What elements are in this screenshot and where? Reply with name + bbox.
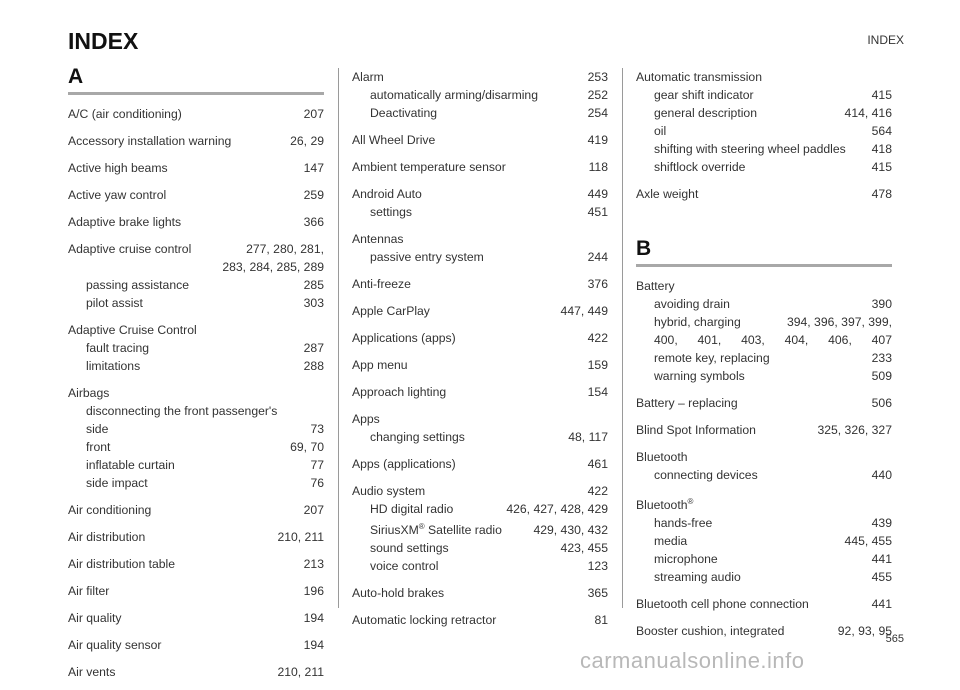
index-term: disconnecting the front passenger's [86, 404, 278, 418]
page-numbers: 390 [871, 297, 892, 311]
index-term: Apple CarPlay [352, 304, 430, 318]
index-entry [636, 448, 892, 484]
page-numbers: 159 [587, 358, 608, 372]
index-term: media [654, 534, 688, 549]
page-numbers: 449 [587, 187, 608, 201]
index-entry-row [352, 611, 608, 629]
index-term: Active yaw control [68, 188, 167, 202]
page-numbers: 77 [310, 458, 324, 472]
index-entry-row [352, 302, 608, 320]
index-entry-row [68, 186, 324, 204]
index-subentry [370, 428, 608, 446]
index-entry [68, 105, 324, 123]
index-entry [352, 356, 608, 374]
index-term: Air vents [68, 665, 116, 679]
index-entry-row [352, 455, 608, 473]
index-subentry [86, 474, 324, 492]
page-numbers: 461 [587, 457, 608, 471]
index-entry-row [68, 159, 324, 177]
index-entry [352, 329, 608, 347]
index-subentry [654, 349, 892, 367]
index-term: HD digital radio [370, 502, 454, 516]
page-numbers: 422 [587, 331, 608, 345]
index-entry [636, 421, 892, 439]
index-entry [352, 584, 608, 602]
index-entry [68, 321, 324, 375]
page-numbers: 400, 401, 403, 404, 406, 407 [654, 333, 892, 347]
index-entry-row [68, 501, 324, 519]
page-numbers: 48, 117 [568, 430, 608, 444]
page-numbers: 233 [871, 351, 892, 365]
index-entry-row [352, 356, 608, 374]
page-numbers: 365 [587, 586, 608, 601]
index-entry [68, 213, 324, 231]
page-numbers-continued: 283, 284, 285, 289 [222, 260, 324, 274]
index-subentry [654, 140, 892, 158]
index-entry [352, 611, 608, 629]
index-term: Approach lighting [352, 385, 447, 399]
page-numbers: 394, 396, 397, 399, [786, 315, 892, 329]
index-entry [636, 277, 892, 385]
index-subentries [352, 428, 608, 446]
index-subentry [370, 539, 608, 557]
index-term: streaming audio [654, 570, 741, 585]
index-term: passive entry system [370, 250, 484, 264]
index-term: Air quality sensor [68, 638, 162, 652]
index-term: hands-free [654, 516, 713, 531]
index-subentries [636, 466, 892, 484]
index-term: side impact [86, 476, 148, 490]
index-subentry [370, 86, 608, 104]
section-letter: A [68, 65, 84, 88]
index-entry [68, 636, 324, 654]
index-term: A/C (air conditioning) [68, 107, 182, 121]
index-term: general description [654, 106, 757, 120]
index-subentry [86, 402, 324, 420]
trademark-mark: ® [418, 522, 425, 531]
page-numbers: 154 [587, 385, 608, 399]
index-subentry [654, 104, 892, 122]
index-entry-row [68, 582, 324, 600]
index-term: shiftlock override [654, 160, 746, 174]
index-term: oil [654, 124, 667, 138]
page-numbers: 447, 449 [560, 304, 608, 318]
page-numbers: 69, 70 [290, 440, 324, 454]
page-number: 565 [885, 633, 904, 645]
index-entry-row [68, 663, 324, 681]
index-term: Air filter [68, 584, 110, 598]
index-entry [68, 384, 324, 492]
page-numbers: 285 [303, 278, 324, 292]
page-numbers: 414, 416 [844, 106, 892, 120]
section-rule [636, 264, 892, 267]
index-term: Apps (applications) [352, 457, 456, 471]
index-term: Adaptive cruise control [68, 242, 192, 256]
index-subentry [654, 331, 892, 349]
index-term: hybrid, charging [654, 315, 741, 329]
index-subentry [654, 568, 892, 586]
index-term: limitations [86, 359, 141, 373]
page-numbers: 441 [871, 552, 892, 567]
index-term: Adaptive Cruise Control [68, 323, 197, 337]
index-term: Bluetooth cell phone connection [636, 597, 809, 612]
index-entry [352, 455, 608, 473]
index-subentries [352, 248, 608, 266]
page-numbers: 455 [871, 570, 892, 585]
index-subentry [654, 532, 892, 550]
index-entry [636, 394, 892, 412]
index-term: Active high beams [68, 161, 168, 175]
index-subentry [370, 203, 608, 221]
index-term: Accessory installation warning [68, 134, 232, 148]
index-term: Air conditioning [68, 503, 152, 517]
index-entry-row [68, 132, 324, 150]
index-entry-row [352, 131, 608, 149]
page-numbers: 415 [871, 160, 892, 174]
page-numbers: 287 [303, 341, 324, 355]
index-term: Bluetooth® [636, 497, 694, 513]
index-subentries [68, 402, 324, 492]
index-term: Auto-hold brakes [352, 586, 445, 601]
page-numbers: 422 [587, 484, 608, 498]
index-term: pilot assist [86, 296, 143, 310]
page-numbers: 441 [871, 597, 892, 612]
index-term: microphone [654, 552, 718, 567]
index-subentry [370, 104, 608, 122]
index-term: passing assistance [86, 278, 189, 292]
index-entry-row [352, 230, 608, 248]
index-column-3 [636, 68, 892, 649]
index-subentry [370, 518, 608, 539]
page-numbers: 325, 326, 327 [817, 423, 892, 437]
page-numbers: 254 [587, 106, 608, 120]
index-entry-row [68, 240, 324, 258]
index-term: fault tracing [86, 341, 150, 355]
index-column-2 [352, 68, 608, 638]
index-subentries [352, 500, 608, 575]
index-term: Deactivating [370, 106, 438, 120]
index-entry-row [68, 555, 324, 573]
watermark: carmanualsonline.info [580, 648, 805, 673]
index-subentry [86, 438, 324, 456]
index-subentry [654, 158, 892, 176]
index-entry [68, 555, 324, 573]
index-entry-row [636, 493, 892, 514]
page-numbers: 118 [588, 160, 608, 174]
index-term: Battery – replacing [636, 396, 738, 410]
index-term: changing settings [370, 430, 465, 444]
page-numbers: 439 [871, 516, 892, 531]
index-entry-row [352, 383, 608, 401]
index-entry-row [352, 410, 608, 428]
page-numbers: 196 [303, 584, 324, 598]
index-entry-row [636, 622, 892, 640]
index-term: avoiding drain [654, 297, 730, 311]
page-numbers: 366 [303, 215, 324, 229]
page-numbers: 213 [303, 557, 324, 571]
index-subentries [68, 276, 324, 312]
index-entry-row [636, 448, 892, 466]
index-entry [352, 275, 608, 293]
index-entry-row [68, 321, 324, 339]
index-term-cont: Satellite radio [424, 523, 502, 538]
index-entry [352, 383, 608, 401]
index-subentry [654, 466, 892, 484]
page-numbers: 277, 280, 281, [246, 242, 324, 256]
page-numbers: 478 [871, 187, 892, 201]
index-entry [68, 159, 324, 177]
index-subentry [86, 456, 324, 474]
index-column-1 [68, 66, 324, 690]
index-term: Bluetooth [636, 450, 688, 464]
index-entry [352, 68, 608, 122]
index-term: shifting with steering wheel paddles [654, 142, 846, 156]
index-entry [352, 482, 608, 575]
index-term: Ambient temperature sensor [352, 160, 506, 174]
page-numbers: 81 [594, 613, 608, 628]
index-term: Audio system [352, 484, 426, 498]
index-subentries [352, 203, 608, 221]
index-entry [68, 609, 324, 627]
index-term: Alarm [352, 70, 384, 84]
index-entry [68, 240, 324, 312]
index-term: Automatic locking retractor [352, 613, 497, 628]
index-subentry [86, 294, 324, 312]
index-entry [68, 663, 324, 681]
page-numbers: 194 [303, 638, 324, 652]
index-term: All Wheel Drive [352, 133, 436, 147]
index-term: Blind Spot Information [636, 423, 756, 437]
index-entry [352, 158, 608, 176]
page-numbers: 253 [587, 70, 608, 84]
page-title: INDEX [68, 28, 139, 54]
index-entry-row [352, 482, 608, 500]
page-numbers: 210, 211 [277, 665, 324, 679]
index-entry [636, 622, 892, 640]
page-numbers: 415 [871, 88, 892, 102]
section-rule [68, 92, 324, 95]
page-numbers: 506 [871, 396, 892, 410]
index-term: Air distribution table [68, 557, 176, 571]
section-spacer [636, 212, 892, 238]
index-subentry [654, 313, 892, 331]
index-entry [636, 493, 892, 586]
section-letter: B [636, 237, 652, 260]
index-term: Axle weight [636, 187, 699, 201]
page-numbers: 451 [587, 205, 608, 219]
page-numbers: 418 [871, 142, 892, 156]
index-subentry [654, 86, 892, 104]
index-entry-row [352, 158, 608, 176]
index-subentry [86, 357, 324, 375]
index-entry [68, 528, 324, 546]
index-entry-row [68, 636, 324, 654]
index-entry-row [352, 584, 608, 602]
index-entry [352, 410, 608, 446]
index-entry-row [636, 394, 892, 412]
index-subentry [86, 339, 324, 357]
index-entry-row [636, 277, 892, 295]
index-entry [636, 68, 892, 176]
index-entry-row [68, 609, 324, 627]
page-numbers: 147 [303, 161, 324, 175]
index-term: side [86, 422, 109, 436]
index-term: Antennas [352, 232, 404, 246]
index-term: Adaptive brake lights [68, 215, 182, 229]
index-term: Booster cushion, integrated [636, 624, 785, 639]
page-numbers: 207 [303, 503, 324, 517]
column-divider [338, 68, 339, 608]
index-term: front [86, 440, 111, 454]
index-entry-row [68, 213, 324, 231]
page-numbers: 445, 455 [844, 534, 892, 549]
index-entry-row [352, 68, 608, 86]
index-term: sound settings [370, 541, 449, 556]
index-entry-row [352, 185, 608, 203]
page-numbers: 73 [310, 422, 324, 436]
index-subentry [654, 367, 892, 385]
index-entry-row [352, 275, 608, 293]
index-entry-row [352, 329, 608, 347]
index-term: settings [370, 205, 413, 219]
index-entry-row [636, 421, 892, 439]
index-subentry [86, 420, 324, 438]
index-term: Battery [636, 279, 675, 293]
index-subentries [352, 86, 608, 122]
index-entry-row [68, 384, 324, 402]
page-numbers: 194 [303, 611, 324, 625]
index-term: remote key, replacing [654, 351, 770, 365]
page-numbers: 426, 427, 428, 429 [506, 502, 608, 516]
page-numbers: 259 [303, 188, 324, 202]
index-entry [636, 595, 892, 613]
index-entry-row [68, 528, 324, 546]
index-subentries [636, 514, 892, 586]
index-term: Automatic transmission [636, 70, 762, 84]
index-entry-row [68, 105, 324, 123]
index-entry [352, 185, 608, 221]
index-entry [68, 186, 324, 204]
index-subentries [636, 86, 892, 176]
page-numbers: 423, 455 [560, 541, 608, 556]
trademark-mark: ® [687, 497, 694, 506]
index-term: App menu [352, 358, 408, 372]
index-term: Anti-freeze [352, 277, 411, 291]
index-term: Air distribution [68, 530, 146, 544]
index-term: automatically arming/disarming [370, 88, 538, 102]
page-numbers: 564 [871, 124, 892, 138]
index-entry [352, 230, 608, 266]
index-subentries [636, 295, 892, 385]
page-numbers: 252 [587, 88, 608, 102]
index-term: SiriusXM® Satellite radio [370, 522, 502, 538]
page-numbers: 303 [303, 296, 324, 310]
page-numbers: 207 [303, 107, 324, 121]
index-subentry [370, 557, 608, 575]
index-term: inflatable curtain [86, 458, 175, 472]
index-entry-row [636, 68, 892, 86]
index-term: voice control [370, 559, 439, 574]
index-term: Applications (apps) [352, 331, 456, 345]
index-entry [352, 302, 608, 320]
index-entry [68, 132, 324, 150]
page-numbers: 429, 430, 432 [533, 523, 608, 538]
index-entry [636, 185, 892, 203]
page-numbers: 509 [871, 369, 892, 383]
page-numbers: 210, 211 [277, 530, 324, 544]
index-term: gear shift indicator [654, 88, 754, 102]
index-subentry [370, 248, 608, 266]
index-subentries [68, 339, 324, 375]
index-subentry [654, 122, 892, 140]
index-entry [68, 582, 324, 600]
page-numbers: 419 [587, 133, 608, 147]
index-term: Airbags [68, 386, 110, 400]
index-subentry [370, 500, 608, 518]
page-numbers: 376 [587, 277, 608, 291]
index-entry-row [636, 595, 892, 613]
page-numbers: 123 [587, 559, 608, 574]
index-term: Apps [352, 412, 380, 426]
index-entry [352, 131, 608, 149]
index-entry [68, 501, 324, 519]
index-term: connecting devices [654, 468, 758, 482]
index-term: warning symbols [654, 369, 745, 383]
page-numbers: 76 [310, 476, 324, 490]
index-subentry [654, 514, 892, 532]
index-entry-row [636, 185, 892, 203]
index-subentry [86, 276, 324, 294]
index-term: Android Auto [352, 187, 422, 201]
page-numbers: 92, 93, 95 [837, 624, 892, 639]
index-subentry [654, 550, 892, 568]
page-numbers: 244 [587, 250, 608, 264]
page-numbers: 440 [871, 468, 892, 482]
index-subentry [654, 295, 892, 313]
running-header: INDEX [867, 33, 904, 47]
column-divider [622, 68, 623, 608]
index-term: Air quality [68, 611, 122, 625]
page-numbers: 26, 29 [290, 134, 324, 148]
page-numbers: 288 [303, 359, 324, 373]
